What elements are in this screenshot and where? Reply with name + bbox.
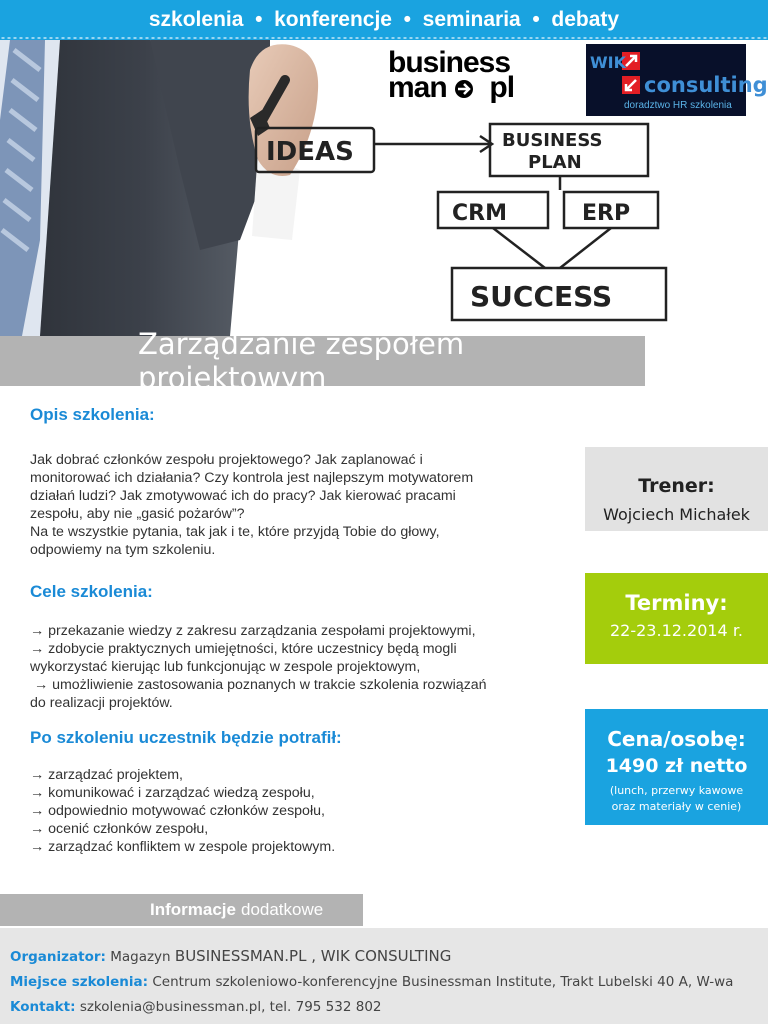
- price-box: [585, 709, 768, 825]
- dates-label: Terminy:: [625, 591, 728, 615]
- po-line: → komunikować i zarządzać wiedzą zespołu,: [30, 785, 315, 801]
- arrow-circle-icon: [454, 79, 482, 99]
- trainer-label: Trener:: [638, 475, 715, 497]
- venue-value: Centrum szkoleniowo-konferencyjne Businessman Institute, Trakt Lubelski 40 A, W-wa: [152, 974, 734, 990]
- logo-bm-line2: [388, 71, 515, 104]
- po-line: → odpowiednio motywować członków zespołu,: [30, 803, 325, 819]
- cele-line: wykorzystać kierując lub funkcjonując w zespole projektowym,: [30, 659, 421, 675]
- contact-row: [10, 995, 768, 1020]
- footer-info: [0, 928, 768, 1024]
- contact-value[interactable]: szkolenia@businessman.pl, tel. 795 532 802: [79, 999, 382, 1015]
- contact-label: Kontakt:: [10, 999, 76, 1015]
- opis-body: [30, 451, 570, 559]
- trainer-name: Wojciech Michałek: [603, 505, 750, 524]
- cele-line: → umożliwienie zastosowania poznanych w trakcie szkolenia rozwiązań: [30, 677, 487, 693]
- trainer-box: [585, 447, 768, 531]
- top-banner-text: szkolenia • konferencje • seminaria • debaty: [148, 8, 620, 31]
- price-note-line1: (lunch, przerwy kawowe: [609, 784, 744, 797]
- opis-line: Jak dobrać członków zespołu projektowego? Jak zaplanować i: [30, 452, 423, 468]
- page-title: Zarządzanie zespołem projektowym: [138, 327, 465, 395]
- opis-heading: Opis szkolenia:: [30, 405, 155, 424]
- organizer-label: Organizator:: [10, 949, 106, 965]
- sketch-erp: ERP: [582, 201, 631, 226]
- po-line: → zarządzać konfliktem w zespole projektowym.: [30, 839, 336, 855]
- dates-value: 22-23.12.2014 r.: [609, 621, 744, 640]
- organizer-value: BUSINESSMAN.PL , WIK CONSULTING: [174, 947, 452, 965]
- sketch-crm: CRM: [452, 201, 507, 226]
- sketch-success: SUCCESS: [470, 280, 613, 313]
- price-note: [585, 783, 768, 815]
- logo-bm-line1: business: [388, 46, 511, 79]
- organizer-prefix: Magazyn: [110, 949, 171, 965]
- businessman-logo: [388, 46, 528, 106]
- logo-wik-subtitle: doradztwo HR szkolenia: [624, 100, 732, 111]
- po-line: → zarządzać projektem,: [30, 767, 183, 783]
- top-banner: [0, 0, 768, 40]
- additional-info-tab: [0, 894, 363, 926]
- organizer-row: [10, 944, 768, 970]
- opis-line: odpowiemy na tym szkoleniu.: [30, 542, 216, 558]
- opis-line: zespołu, aby nie „gasić pożarów”?: [30, 506, 245, 522]
- logo-consulting-word: consulting: [644, 73, 768, 97]
- opis-line: Na te wszystkie pytania, tak jak i te, które przyjdą Tobie do głowy,: [30, 524, 440, 540]
- sketch-business: BUSINESS: [502, 130, 603, 151]
- logo-wik-word: WIK: [590, 53, 626, 72]
- logo-bm-pl: pl: [489, 71, 515, 104]
- po-line: → ocenić członków zespołu,: [30, 821, 209, 837]
- price-value: 1490 zł netto: [605, 755, 748, 777]
- po-heading: Po szkoleniu uczestnik będzie potrafił:: [30, 728, 342, 747]
- venue-label: Miejsce szkolenia:: [10, 974, 149, 990]
- cele-line: do realizacji projektów.: [30, 695, 173, 711]
- cele-body: [30, 622, 570, 712]
- wik-consulting-logo: [586, 44, 768, 116]
- wik-logo-mark: [586, 44, 768, 104]
- opis-line: działań ludzi? Jak zmotywować ich do pracy? Jak kierować pracami: [30, 488, 456, 504]
- cele-line: → zdobycie praktycznych umiejętności, które uczestnicy będą mogli: [30, 641, 457, 657]
- logo-bm-man: man: [388, 71, 447, 104]
- additional-info-bold: Informacje: [150, 900, 236, 919]
- sketch-ideas: IDEAS: [266, 137, 354, 167]
- cele-heading: Cele szkolenia:: [30, 582, 153, 601]
- venue-row: [10, 970, 768, 995]
- price-note-line2: oraz materiały w cenie): [611, 800, 742, 813]
- cele-line: → przekazanie wiedzy z zakresu zarządzania zespołami projektowymi,: [30, 623, 476, 639]
- po-body: [30, 766, 570, 856]
- opis-line: monitorować ich działania? Czy kontrola jest najlepszym motywatorem: [30, 470, 474, 486]
- sketch-plan: PLAN: [528, 152, 582, 173]
- additional-info-rest: dodatkowe: [240, 900, 324, 919]
- price-label: Cena/osobę:: [607, 727, 746, 751]
- page-title-bar: [0, 327, 645, 395]
- dates-box: [585, 573, 768, 664]
